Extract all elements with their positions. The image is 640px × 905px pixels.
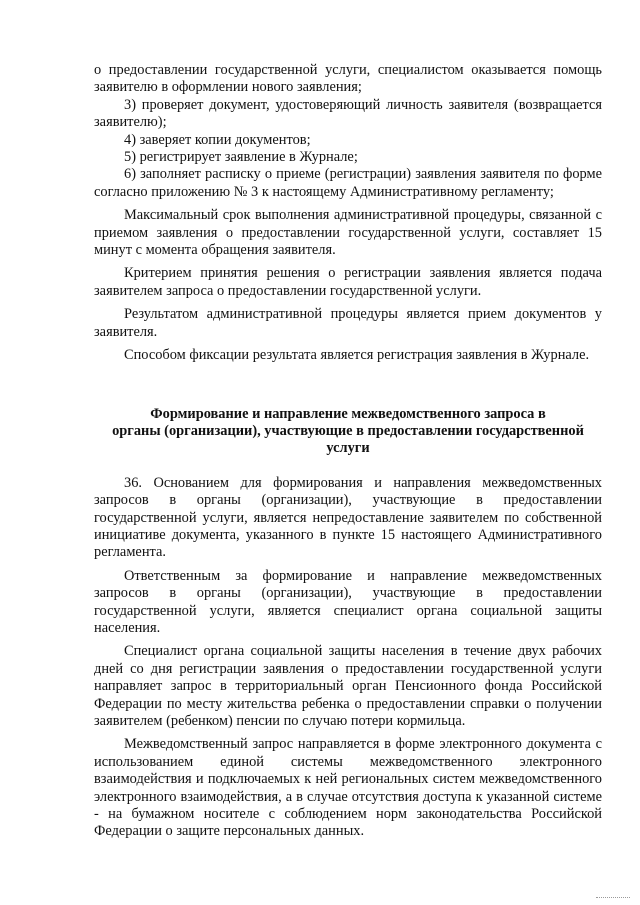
paragraph-decision-criterion: Критерием принятия решения о регистрации заявления является подача заявителем запроса о предоставлении государственной услуги. xyxy=(94,265,602,299)
paragraph-result: Результатом административной процедуры является прием документов у заявителя. xyxy=(94,306,602,340)
paragraph-fixation: Способом фиксации результата является регистрация заявления в Журнале. xyxy=(124,347,590,364)
paragraph-item-6: 6) заполняет расписку о приеме (регистрации) заявления заявителя по форме согласно приложению № 3 к настоящему Административному регламенту; xyxy=(94,166,602,200)
paragraph-item-5: 5) регистрирует заявление в Журнале; xyxy=(124,149,358,166)
paragraph-item-4: 4) заверяет копии документов; xyxy=(124,131,311,148)
section-heading-line: органы (организации), участвующие в предоставлении государственной xyxy=(112,422,584,439)
paragraph-continuation: о предоставлении государственной услуги, специалистом оказывается помощь заявителю в оформлении нового заявления; xyxy=(94,62,602,96)
paragraph-item-3: 3) проверяет документ, удостоверяющий личность заявителя (возвращается заявителю); xyxy=(94,96,602,131)
paragraph-interagency-request: Межведомственный запрос направляется в форме электронного документа с использованием единой системы межведомственного электронного взаимодействия и подключаемых к ней региональных систем межведомственного электронного взаимодействия, а в случае отсутствия доступа к указанной системе - на бумажном носителе с соблюдением норм законодательства Российской Федерации о защите персональных данных. xyxy=(94,736,602,840)
section-heading xyxy=(94,406,602,458)
paragraph-36-basis: 36. Основанием для формирования и направления межведомственных запросов в органы (организации), участвующие в предоставлении государственной услуги, является непредоставление заявителем по собственной инициативе документа, указанного в пункте 15 настоящего Административного регламента. xyxy=(94,474,602,561)
paragraph-max-time: Максимальный срок выполнения административной процедуры, связанной с приемом заявления о предоставлении государственной услуги, составляет 15 минут с момента обращения заявителя. xyxy=(94,207,602,259)
paragraph-specialist-request: Специалист органа социальной защиты населения в течение двух рабочих дней со дня регистрации заявления о предоставлении государственной услуги направляет запрос в территориальный орган Пенсионного фонда Российской Федерации по месту жительства ребенка о предоставлении справки о получении заявителем (ребенком) пенсии по случаю потери кормильца. xyxy=(94,643,602,729)
document-page xyxy=(94,62,602,841)
section-heading-line: Формирование и направление межведомственного запроса в xyxy=(150,405,546,422)
paragraph-responsible: Ответственным за формирование и направление межведомственных запросов в органы (организации), участвующие в предоставлении государственной услуги, является специалист органа социальной защиты населения. xyxy=(94,567,602,636)
section-heading-line: услуги xyxy=(326,440,370,457)
scan-artifact-mark xyxy=(596,897,630,901)
